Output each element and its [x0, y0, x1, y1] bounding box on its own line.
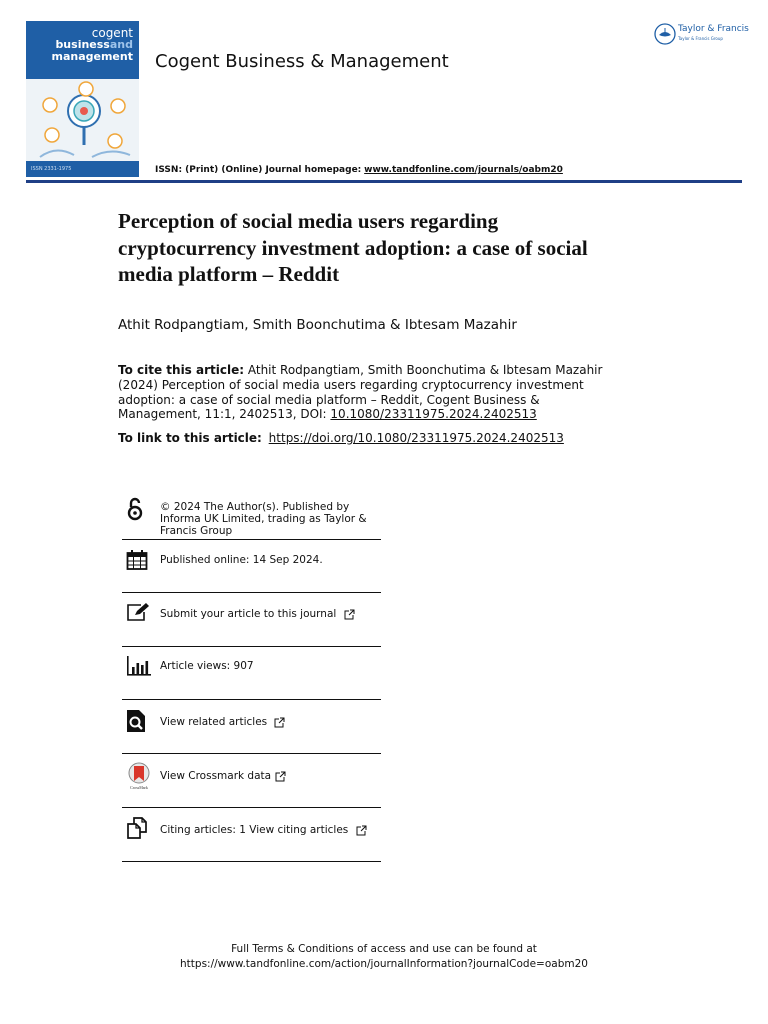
- external-link-icon: [344, 609, 355, 620]
- info-open-access-text: © 2024 The Author(s). Published by Informa UK Limited, trading as Taylor & Francis Group: [160, 501, 367, 537]
- crossmark-link[interactable]: View Crossmark data: [160, 770, 272, 782]
- related-articles-link[interactable]: View related articles: [160, 716, 268, 728]
- bar-chart-icon: [126, 655, 152, 677]
- header-divider: [26, 180, 742, 183]
- info-published: [122, 540, 381, 593]
- cite-label: To cite this article:: [118, 363, 245, 377]
- crossmark-icon: [125, 762, 153, 786]
- info-article-views: [122, 647, 381, 700]
- edit-icon: [126, 602, 150, 622]
- info-crossmark-text: [160, 770, 286, 782]
- info-related-text: [160, 716, 285, 728]
- cover-title: [52, 27, 134, 63]
- info-submit-article[interactable]: [122, 593, 381, 647]
- publisher-logo[interactable]: [653, 22, 753, 48]
- citing-articles-icon: [126, 816, 150, 840]
- search-document-icon: [126, 709, 148, 733]
- article-info-list: [122, 495, 381, 862]
- external-link-icon: [275, 771, 286, 782]
- cover-word-and: and: [109, 38, 133, 51]
- info-submit-text: [160, 608, 355, 620]
- cover-word-business: business: [55, 38, 110, 51]
- external-link-icon: [356, 825, 367, 836]
- cover-illustration: [26, 79, 139, 161]
- article-doi-link[interactable]: https://doi.org/10.1080/23311975.2024.2402513: [268, 431, 564, 445]
- publisher-logo-icon: [654, 23, 676, 45]
- crossmark-badge: [125, 762, 153, 790]
- issn-line: [155, 165, 563, 175]
- info-crossmark[interactable]: [122, 754, 381, 808]
- info-views-text: Article views: 907: [160, 660, 254, 672]
- terms-footer: [0, 942, 768, 972]
- terms-url[interactable]: https://www.tandfonline.com/action/journalInformation?journalCode=oabm20: [180, 958, 588, 970]
- cover-title-line1: cogent: [91, 26, 133, 40]
- terms-line: Full Terms & Conditions of access and use can be found at: [231, 943, 537, 955]
- issn-label: ISSN: (Print) (Online) Journal homepage:: [155, 165, 362, 175]
- info-open-access: [122, 495, 381, 540]
- submit-article-link[interactable]: Submit your article to this journal: [160, 608, 337, 620]
- cover-issn: ISSN 2331-1975: [31, 166, 72, 172]
- crossmark-caption: CrossMark: [130, 785, 148, 790]
- article-authors: Athit Rodpangtiam, Smith Boonchutima & Ibtesam Mazahir: [118, 317, 517, 333]
- cite-doi-link[interactable]: 10.1080/23311975.2024.2402513: [330, 407, 537, 422]
- info-citing-text: [160, 824, 367, 836]
- citing-articles-link[interactable]: Citing articles: 1 View citing articles: [160, 824, 349, 836]
- cite-text: Athit Rodpangtiam, Smith Boonchutima & Ibtesam Mazahir (2024) Perception of social media users regarding cryptocurrency investment adoption: a case of social media platform – Reddit, Cogent Business & Management, 11:1, 2402513, DOI:: [118, 363, 603, 422]
- cover-footer: [26, 161, 139, 177]
- citation-block: [118, 363, 618, 422]
- article-link-line: [118, 431, 564, 445]
- journal-homepage-link[interactable]: www.tandfonline.com/journals/oabm20: [364, 165, 563, 175]
- cover-title-line3: management: [51, 50, 133, 63]
- info-related-articles[interactable]: [122, 700, 381, 754]
- info-published-text: Published online: 14 Sep 2024.: [160, 554, 323, 566]
- external-link-icon: [274, 717, 285, 728]
- publisher-logo-subtext: Taylor & Francis Group: [678, 36, 723, 41]
- journal-cover-image: [26, 21, 139, 177]
- open-access-icon: [126, 497, 144, 521]
- info-citing-articles[interactable]: [122, 808, 381, 862]
- journal-name: Cogent Business & Management: [155, 51, 449, 72]
- link-label: To link to this article:: [118, 431, 262, 445]
- publisher-logo-text: Taylor & Francis: [678, 24, 749, 34]
- calendar-icon: [126, 549, 148, 571]
- article-title: Perception of social media users regarding cryptocurrency investment adoption: a case of social media platform – Reddit: [118, 209, 588, 286]
